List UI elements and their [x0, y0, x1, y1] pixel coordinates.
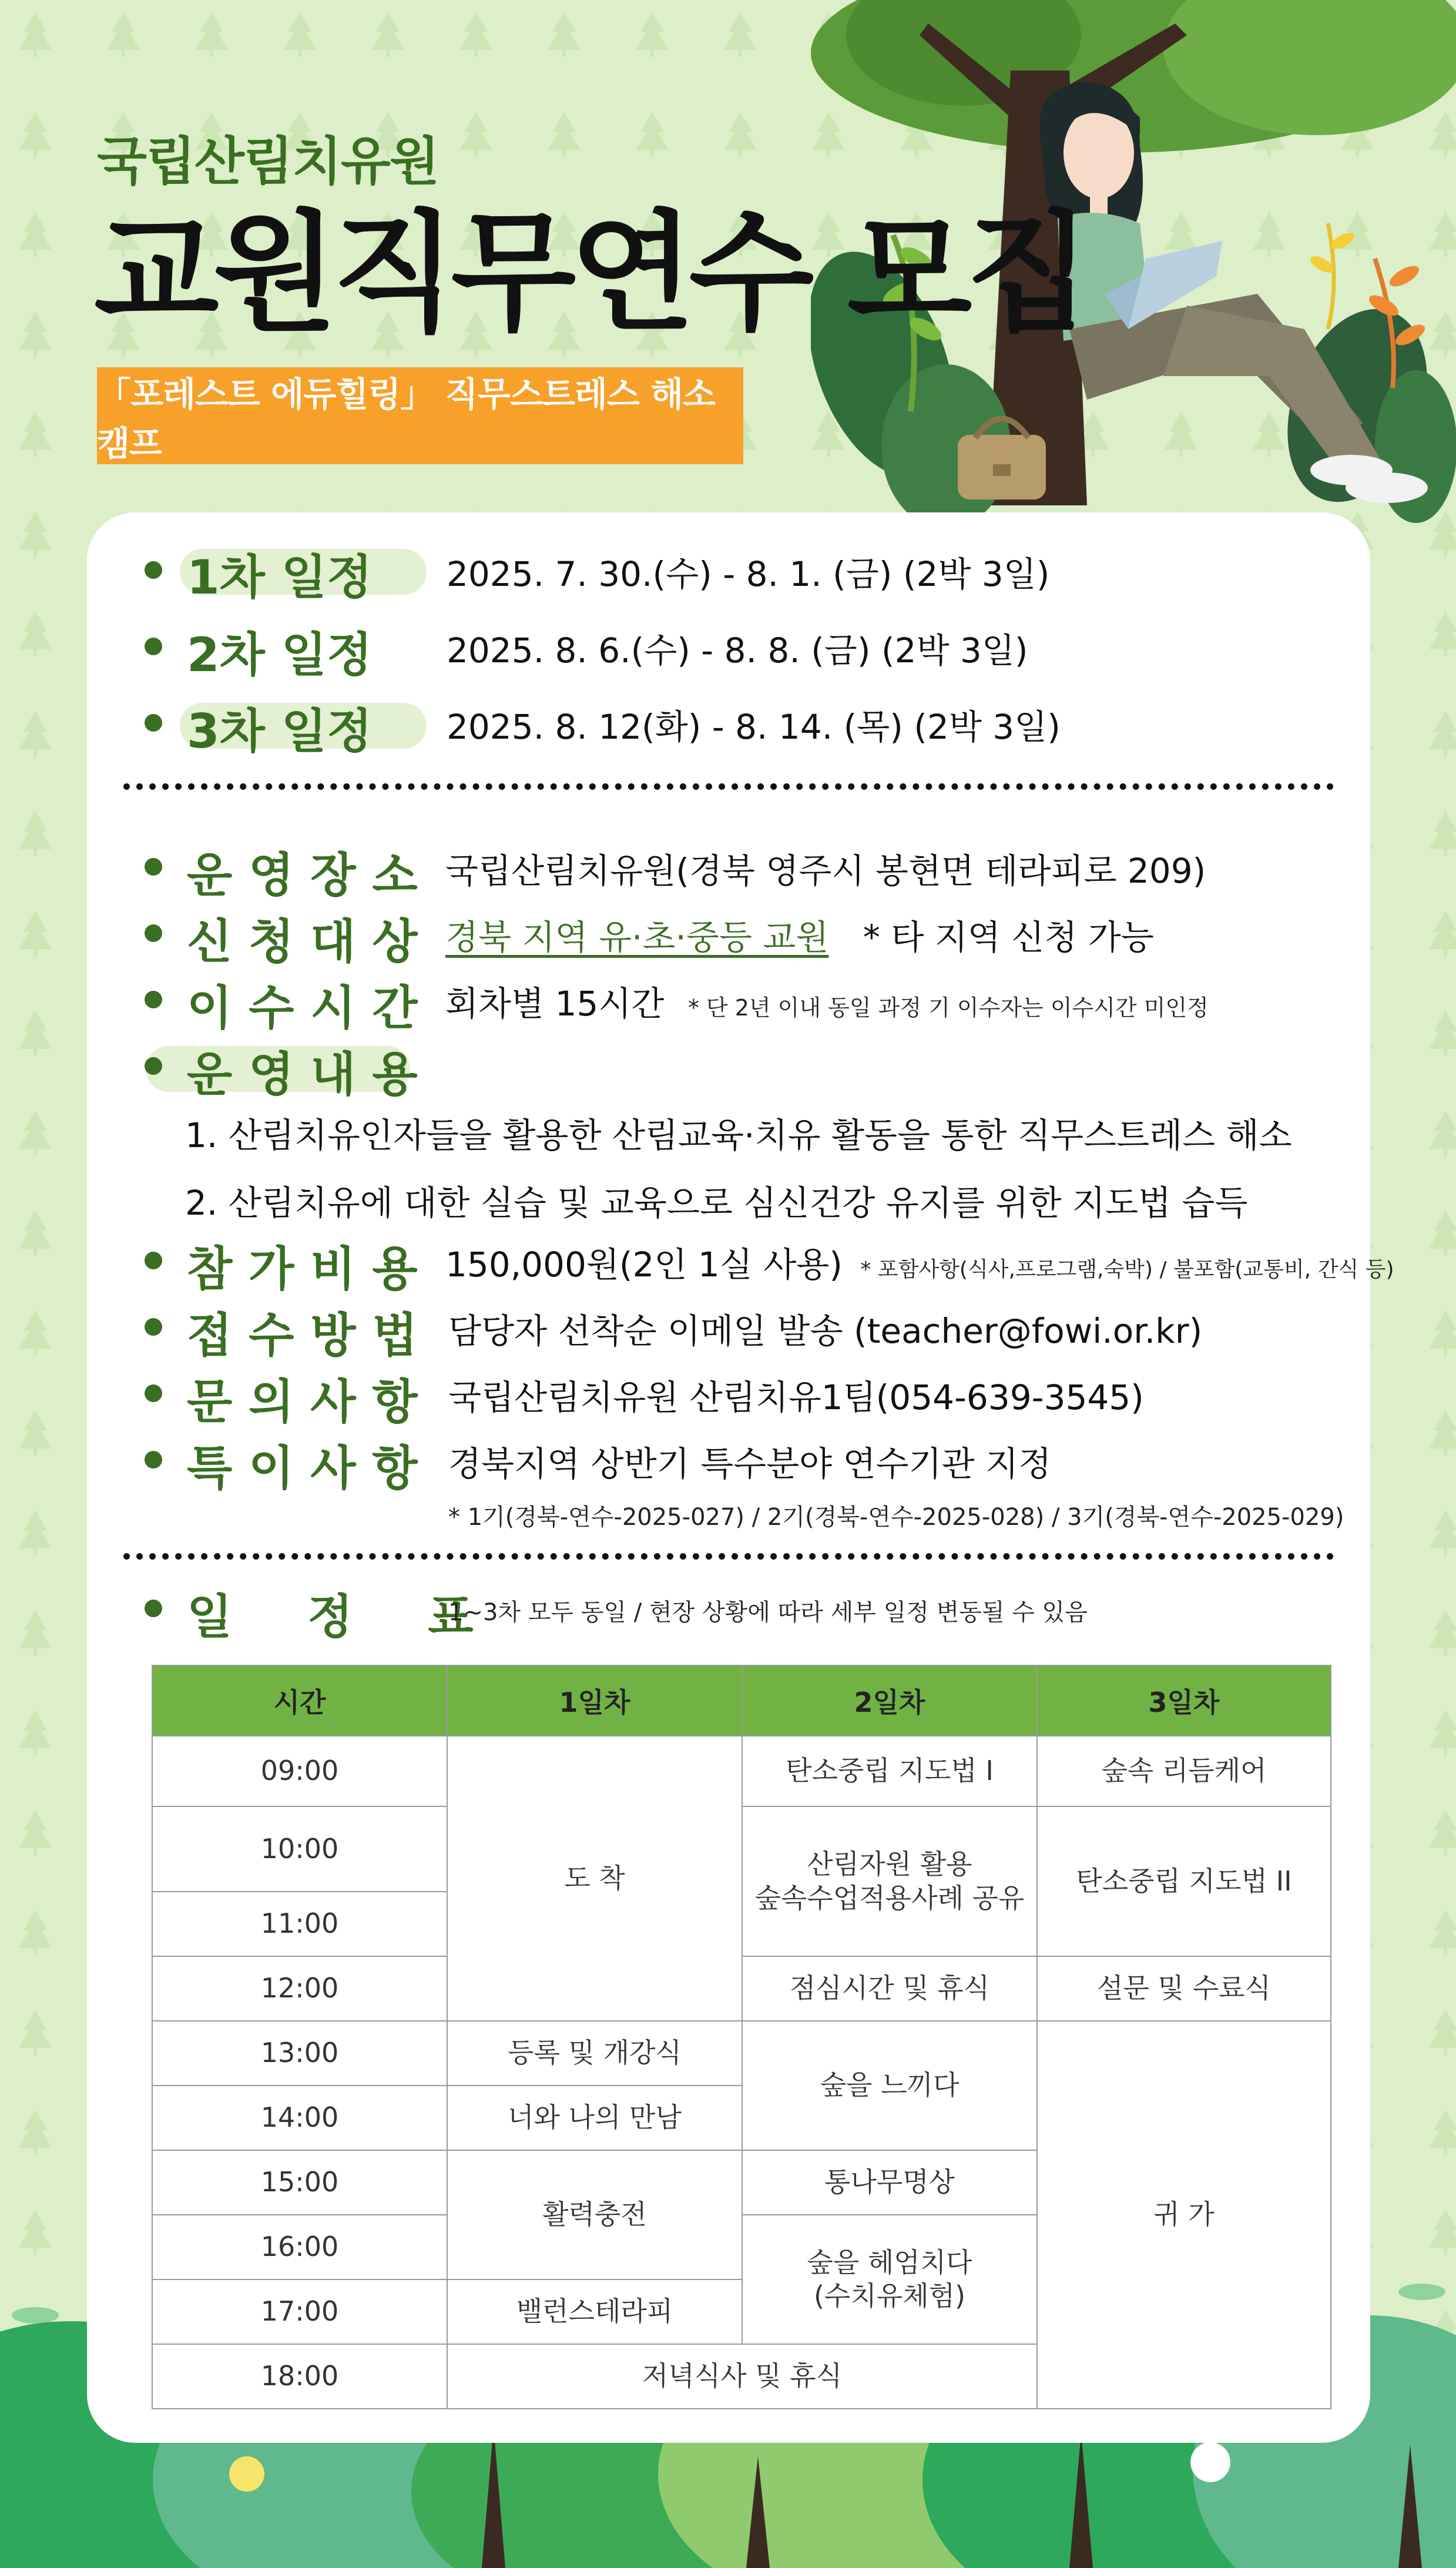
- time-cell: 10:00: [152, 1806, 447, 1892]
- day2-forest-resources-line1: 산림자원 활용: [807, 1848, 972, 1880]
- time-cell: 11:00: [152, 1892, 447, 1956]
- header-day2: 2일차: [742, 1665, 1037, 1736]
- apply-value: 담당자 선착순 이메일 발송 (teacher@fowi.or.kr): [448, 1311, 1203, 1351]
- table-header-row: [152, 1665, 1331, 1736]
- day1-meeting: 너와 나의 만남: [447, 2086, 742, 2150]
- bullet-icon: [145, 561, 162, 579]
- venue-value: 국립산림치유원(경북 영주시 봉현면 테라피로 209): [445, 851, 1206, 891]
- schedule-table: [152, 1665, 1331, 2409]
- day2-forest-resources: [742, 1806, 1037, 1956]
- session-1-label: 1차 일정: [187, 539, 372, 607]
- bullet-icon: [145, 714, 162, 732]
- contact-value: 국립산림치유원 산림치유1팀(054-639-3545): [448, 1377, 1144, 1417]
- contact-label: 문 의 사 항: [187, 1374, 418, 1429]
- day2-lunch: 점심시간 및 휴식: [742, 1956, 1037, 2021]
- header-time: 시간: [152, 1665, 447, 1736]
- special-note: * 1기(경북-연수-2025-027) / 2기(경북-연수-2025-028) / 3기(경북-연수-2025-029): [448, 1504, 1344, 1531]
- time-cell: 15:00: [152, 2150, 447, 2215]
- day1-balance-therapy: 밸런스테라피: [447, 2279, 742, 2344]
- hours-label: 이 수 시 간: [187, 981, 418, 1035]
- bullet-icon: [145, 1451, 162, 1469]
- content-item-2: 2. 산림치유에 대한 실습 및 교육으로 심신건강 유지를 위한 지도법 습득: [185, 1183, 1248, 1223]
- special-value: 경북지역 상반기 특수분야 연수기관 지정: [448, 1444, 1052, 1484]
- target-value: [445, 910, 1154, 959]
- day1-arrival: 도 착: [447, 1736, 742, 2021]
- target-note: * 타 지역 신청 가능: [863, 917, 1154, 957]
- timetable-note: 1~3차 모두 동일 / 현장 상황에 따라 세부 일정 변동될 수 있음: [448, 1599, 1088, 1626]
- day2-swim-forest-line2: (수치유체험): [813, 2280, 966, 2312]
- dinner-cell: 저녁식사 및 휴식: [447, 2344, 1037, 2409]
- day2-carbon-1: 탄소중립 지도법 I: [742, 1736, 1037, 1806]
- time-cell: 14:00: [152, 2086, 447, 2150]
- bullet-icon: [145, 1057, 162, 1075]
- day3-return: 귀 가: [1037, 2021, 1331, 2409]
- bullet-icon: [145, 1600, 162, 1617]
- apply-label: 접 수 방 법: [187, 1308, 418, 1363]
- time-cell: 09:00: [152, 1736, 447, 1806]
- header-day3: 3일차: [1037, 1665, 1331, 1736]
- hours-text: 회차별 15시간: [445, 984, 665, 1024]
- bullet-icon: [145, 1384, 162, 1402]
- day1-opening: 등록 및 개강식: [447, 2021, 742, 2086]
- time-cell: 13:00: [152, 2021, 447, 2086]
- target-label: 신 청 대 상: [187, 914, 418, 969]
- bullet-icon: [145, 991, 162, 1008]
- day2-feel-forest: 숲을 느끼다: [742, 2021, 1037, 2150]
- content-item-1: 1. 산림치유인자들을 활용한 산림교육·치유 활동을 통한 직무스트레스 해소: [185, 1115, 1292, 1155]
- session-3-date: 2025. 8. 12(화) - 8. 14. (목) (2박 3일): [447, 707, 1061, 747]
- hours-note: * 단 2년 이내 동일 과정 기 이수자는 이수시간 미인정: [687, 995, 1209, 1021]
- day3-carbon-2: 탄소중립 지도법 II: [1037, 1806, 1331, 1956]
- time-cell: 16:00: [152, 2215, 447, 2279]
- time-cell: 12:00: [152, 1956, 447, 2021]
- timetable-label-text: 일 정 표: [187, 1590, 503, 1644]
- day2-swim-forest: [742, 2215, 1037, 2344]
- bullet-icon: [145, 1318, 162, 1336]
- day3-survey: 설문 및 수료식: [1037, 1956, 1331, 2021]
- day2-log-meditation: 통나무명상: [742, 2150, 1037, 2215]
- bullet-icon: [145, 858, 162, 876]
- day2-forest-resources-line2: 숲속수업적용사례 공유: [754, 1882, 1025, 1914]
- table-row: [152, 1736, 1331, 1806]
- cost-text: 150,000원(2인 1실 사용): [445, 1245, 843, 1285]
- time-cell: 18:00: [152, 2344, 447, 2409]
- day3-rhythm-care: 숲속 리듬케어: [1037, 1736, 1331, 1806]
- dotted-divider: [123, 1553, 1334, 1560]
- hours-value: [445, 976, 1209, 1025]
- main-title: 교원직무연수 모집: [94, 198, 1085, 348]
- content-label: [187, 1037, 418, 1104]
- table-row: [152, 2021, 1331, 2086]
- header-day1: 1일차: [447, 1665, 742, 1736]
- cost-label: 참 가 비 용: [187, 1242, 418, 1296]
- cost-note: * 포함사항(식사,프로그램,숙박) / 불포함(교통비, 간식 등): [860, 1258, 1394, 1282]
- header: [0, 0, 1456, 517]
- bullet-icon: [145, 1252, 162, 1269]
- session-2-label: 2차 일정: [187, 628, 373, 682]
- bullet-icon: [145, 924, 162, 942]
- session-2-date: 2025. 8. 6.(수) - 8. 8. (금) (2박 3일): [447, 631, 1028, 671]
- org-name: 국립산림치유원: [97, 131, 439, 192]
- special-label: 특 이 사 항: [187, 1441, 418, 1496]
- target-audience-text: 경북 지역 유·초·중등 교원: [445, 917, 829, 957]
- cost-value: [445, 1237, 1394, 1286]
- day1-recharge: 활력충전: [447, 2150, 742, 2279]
- bullet-icon: [145, 638, 162, 655]
- subtitle-badge: 「포레스트 에듀힐링」 직무스트레스 해소 캠프: [97, 367, 743, 464]
- session-3-label: 3차 일정: [187, 693, 372, 761]
- time-cell: 17:00: [152, 2279, 447, 2344]
- day2-swim-forest-line1: 숲을 헤엄치다: [807, 2246, 972, 2278]
- venue-label: 운 영 장 소: [187, 848, 418, 903]
- dotted-divider: [123, 783, 1334, 790]
- content-label-text: 운 영 내 용: [187, 1047, 418, 1102]
- session-1-date: 2025. 7. 30.(수) - 8. 1. (금) (2박 3일): [447, 554, 1050, 594]
